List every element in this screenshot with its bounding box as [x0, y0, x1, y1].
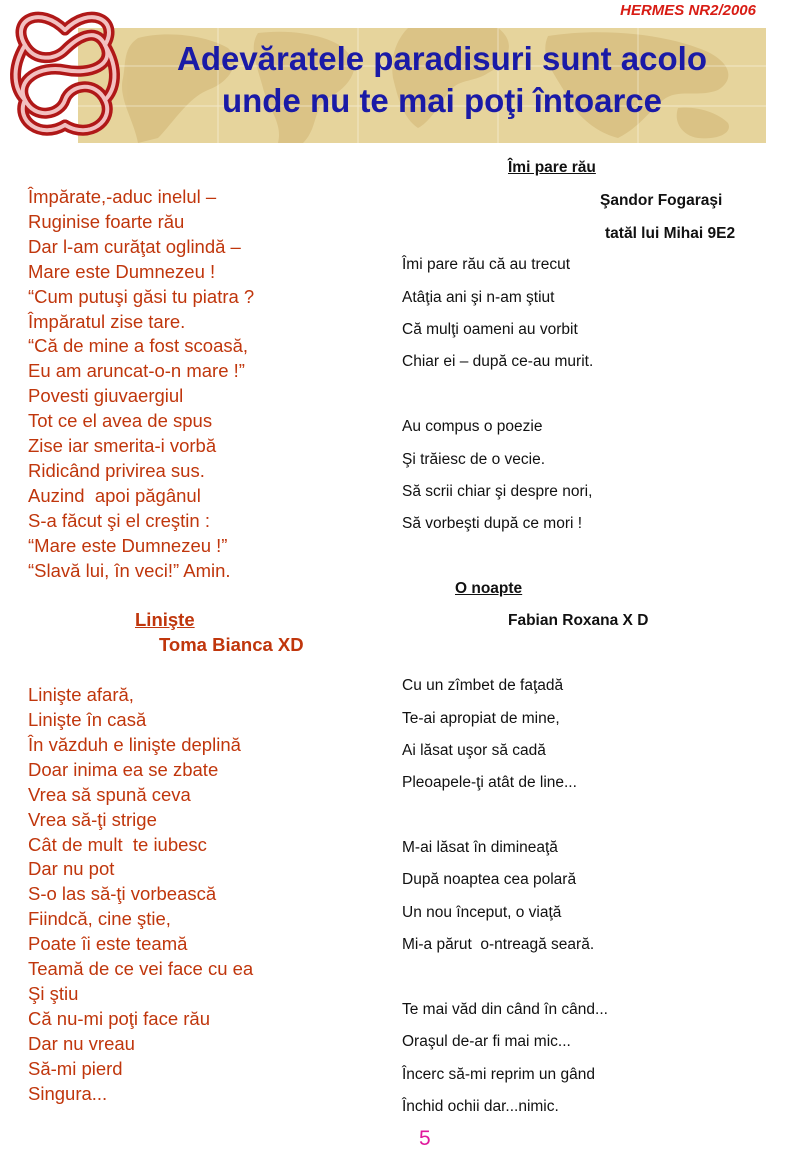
poem-line: În văzduh e linişte deplină	[28, 733, 241, 755]
poem-line: Ridicând privirea sus.	[28, 459, 205, 481]
poem-line: Povesti giuvaergiul	[28, 385, 184, 407]
poem-line: M-ai lăsat în dimineaţă	[402, 839, 558, 856]
poem-line: Că nu-mi poţi face rău	[28, 1007, 211, 1029]
poem-line: Poate îi este teamă	[28, 933, 188, 955]
poem-line: Cât de mult te iubesc	[28, 833, 207, 855]
poem-line: Că mulţi oameni au vorbit	[402, 321, 578, 338]
poem-line: Dar l-am curăţat oglindă –	[28, 235, 241, 257]
poem-title-o-noapte: O noapte	[455, 580, 523, 597]
poem-line: Singura...	[28, 1082, 108, 1104]
poem-line: Atâţia ani şi n-am ştiut	[402, 289, 555, 306]
poem-line: Dar nu vreau	[28, 1032, 135, 1054]
poem-line: Linişte afară,	[28, 684, 134, 706]
poem-line: Încerc să-mi reprim un gând	[402, 1066, 595, 1083]
poem-line: Să-mi pierd	[28, 1057, 123, 1079]
poem-line: “Că de mine a fost scoasă,	[28, 335, 249, 357]
poem-author-imi-pare-rau: Şandor Fogaraşi	[600, 192, 723, 209]
poem-line: “Slavă lui, în veci!” Amin.	[28, 559, 231, 581]
poem-line: Împărate,-aduc inelul –	[28, 186, 217, 207]
poem-line: Fiindcă, cine ştie,	[28, 908, 171, 930]
poem-line: Au compus o poezie	[402, 418, 543, 435]
poem-line: Să scrii chiar şi despre nori,	[402, 483, 593, 500]
poem-line: Vrea să spună ceva	[28, 783, 191, 805]
poem-line: Vrea să-ţi strige	[28, 808, 157, 830]
left-column	[28, 185, 388, 1107]
poem-liniste	[28, 683, 388, 1106]
poem-line: S-o las să-ţi vorbească	[28, 883, 217, 905]
issue-label: HERMES NR2/2006	[620, 2, 756, 19]
poem-line: Ai lăsat uşor să cadă	[402, 742, 546, 759]
poem-title-liniste: Linişte	[135, 609, 195, 631]
poem-line: Să vorbeşti după ce mori !	[402, 515, 583, 532]
poem-line: Te-ai apropiat de mine,	[402, 710, 560, 727]
celtic-knot-logo	[0, 0, 130, 150]
poem-line: Auzind apoi păgânul	[28, 484, 201, 506]
poem-author-o-noapte: Fabian Roxana X D	[508, 612, 649, 629]
poem-line: Linişte în casă	[28, 709, 147, 730]
poem-line: Oraşul de-ar fi mai mic...	[402, 1033, 571, 1050]
title-line-2: unde nu te mai poţi întoarce	[221, 82, 663, 119]
poem-line: Mare este Dumnezeu !	[28, 260, 216, 282]
poem-line: Şi trăiesc de o vecie.	[402, 451, 546, 468]
poem-line: Tot ce el avea de spus	[28, 410, 213, 432]
poem-line: “Mare este Dumnezeu !”	[28, 534, 228, 556]
poem-line: Pleoapele-ţi atât de line...	[402, 774, 577, 791]
poem-author-note: tatăl lui Mihai 9E2	[605, 225, 736, 242]
poem-line: Îmi pare rău că au trecut	[402, 256, 570, 273]
title-line-1: Adevăratele paradisuri sunt acolo	[176, 40, 707, 77]
poem-line: Doar inima ea se zbate	[28, 758, 219, 780]
poem-line: Cu un zîmbet de faţadă	[402, 677, 564, 694]
poem-line: După noaptea cea polară	[402, 871, 577, 888]
poem-title-imi-pare-rau: Îmi pare rău	[508, 159, 596, 176]
poem-line: Dar nu pot	[28, 858, 115, 880]
poem-line: Împăratul zise tare.	[28, 310, 186, 332]
poem-line: Închid ochii dar...nimic.	[402, 1098, 559, 1115]
poem-author-liniste: Toma Bianca XD	[159, 634, 304, 656]
page-number: 5	[419, 1127, 431, 1150]
poem-line: Teamă de ce vei face cu ea	[28, 958, 254, 980]
poem-line: S-a făcut şi el creştin :	[28, 509, 210, 531]
poem-line: Te mai văd din când în când...	[402, 1001, 608, 1018]
poem-line: “Cum putuşi găsi tu piatra ?	[28, 285, 255, 307]
header-banner	[78, 28, 766, 143]
spacer	[28, 658, 388, 683]
page-title	[118, 38, 766, 122]
poem-line: Zise iar smerita-i vorbă	[28, 435, 217, 457]
spacer	[28, 584, 388, 609]
poem-inel	[28, 185, 388, 584]
poem-line: Ruginise foarte rău	[28, 210, 185, 232]
poem-line: Chiar ei – după ce-au murit.	[402, 353, 594, 370]
poem-line: Mi-a părut o-ntreagă seară.	[402, 936, 595, 953]
poem-line: Un nou început, o viaţă	[402, 904, 562, 921]
poem-line: Eu am aruncat-o-n mare !”	[28, 360, 245, 382]
poem-line: Şi ştiu	[28, 982, 79, 1004]
